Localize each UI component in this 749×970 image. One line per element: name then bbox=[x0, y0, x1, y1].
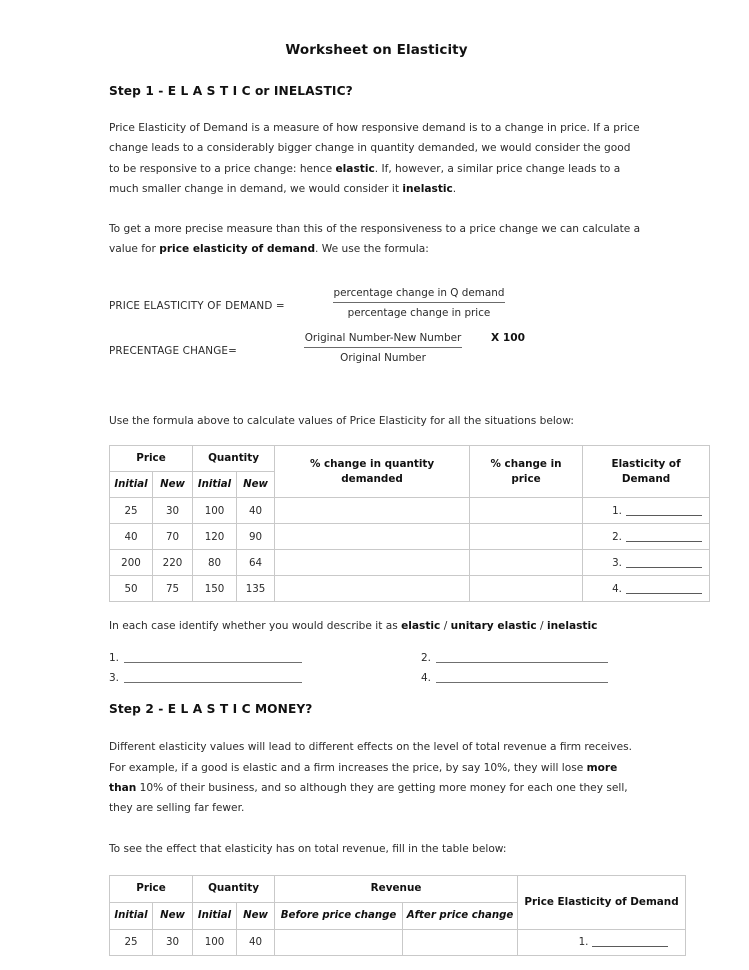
answer-number: 4. bbox=[612, 582, 622, 595]
cell-revenue-after-input[interactable] bbox=[403, 929, 518, 955]
header-quantity: Quantity bbox=[193, 875, 275, 902]
p1-bold-elastic: elastic bbox=[335, 162, 375, 175]
cell-quantity-initial: 100 bbox=[193, 498, 237, 524]
cell-price-initial: 40 bbox=[110, 524, 153, 550]
cell-pct-change-quantity-input[interactable] bbox=[275, 576, 470, 602]
cell-price-new: 75 bbox=[153, 576, 193, 602]
cell-quantity-new: 64 bbox=[237, 550, 275, 576]
revenue-table-header-group-row bbox=[110, 875, 686, 902]
answer-line-2-rule[interactable] bbox=[436, 662, 608, 663]
formula-pct-fraction bbox=[293, 331, 473, 367]
cell-price-initial: 50 bbox=[110, 576, 153, 602]
answer-line-1[interactable] bbox=[109, 652, 302, 664]
cell-pct-change-price-input[interactable] bbox=[470, 524, 583, 550]
header-pct-change-price: % change in price bbox=[470, 446, 583, 498]
formula-pct-denominator: Original Number bbox=[340, 351, 426, 364]
answer-number: 2. bbox=[612, 530, 622, 543]
answer-number: 1. bbox=[612, 504, 622, 517]
revenue-table bbox=[109, 875, 686, 956]
formula-pct-numerator: Original Number-New Number bbox=[304, 331, 463, 348]
subheader-revenue-after: After price change bbox=[403, 902, 518, 929]
identify-bold-elastic: elastic bbox=[401, 620, 441, 633]
cell-pct-change-price-input[interactable] bbox=[470, 498, 583, 524]
formula-ped-denominator: percentage change in price bbox=[347, 306, 491, 319]
elasticity-calculation-table bbox=[109, 445, 710, 602]
step-1-paragraph-2 bbox=[109, 219, 644, 260]
answer-number: 1. bbox=[578, 936, 589, 949]
answer-line-1-number: 1. bbox=[109, 652, 120, 665]
cell-pct-change-price-input[interactable] bbox=[470, 550, 583, 576]
page-title: Worksheet on Elasticity bbox=[285, 42, 468, 58]
answer-line-4-rule[interactable] bbox=[436, 682, 608, 683]
cell-quantity-new: 40 bbox=[237, 498, 275, 524]
cell-pct-change-quantity-input[interactable] bbox=[275, 550, 470, 576]
step-2-table-intro: To see the effect that elasticity has on total revenue, fill in the table below: bbox=[109, 842, 507, 855]
subheader-price-new: New bbox=[153, 902, 193, 929]
header-elasticity-of-demand: Elasticity of Demand bbox=[583, 446, 710, 498]
p1-bold-inelastic: inelastic bbox=[402, 182, 453, 195]
table-row bbox=[110, 524, 710, 550]
formula-ped-numerator: percentage change in Q demand bbox=[333, 286, 506, 303]
identify-bold-unitary-elastic: unitary elastic bbox=[450, 620, 537, 633]
answer-blank-line[interactable] bbox=[626, 515, 702, 516]
answer-line-2-number: 2. bbox=[421, 652, 432, 665]
subheader-quantity-initial: Initial bbox=[193, 472, 237, 498]
table-header-group-row bbox=[110, 446, 710, 472]
p1-part2: . If, however, a similar price change leads to a much smaller change in demand, we would consider it bbox=[109, 162, 621, 195]
cell-price-elasticity-answer[interactable] bbox=[518, 929, 686, 955]
header-price-elasticity-of-demand: Price Elasticity of Demand bbox=[518, 875, 686, 929]
identify-part1: In each case identify whether you would describe it as bbox=[109, 620, 402, 633]
cell-revenue-before-input[interactable] bbox=[275, 929, 403, 955]
formula-pct-label: PRECENTAGE CHANGE= bbox=[109, 344, 238, 357]
answer-line-1-rule[interactable] bbox=[124, 662, 302, 663]
s2p1-part1: Different elasticity values will lead to different effects on the level of total revenue a firm receives. For example, if a good is elastic and a firm increases the price, by say 10%, they will lose bbox=[109, 741, 632, 774]
cell-elasticity-answer[interactable] bbox=[583, 524, 710, 550]
cell-pct-change-quantity-input[interactable] bbox=[275, 524, 470, 550]
p1-part3: . bbox=[452, 182, 457, 195]
s2p1-part2: 10% of their business, and so although they are getting more money for each one they sell, they are selling far fewer. bbox=[109, 781, 628, 815]
p2-bold-ped: price elasticity of demand bbox=[159, 243, 316, 256]
cell-price-new: 30 bbox=[153, 929, 193, 955]
cell-pct-change-quantity-input[interactable] bbox=[275, 498, 470, 524]
subheader-quantity-initial: Initial bbox=[193, 902, 237, 929]
identify-bold-inelastic: inelastic bbox=[546, 620, 598, 633]
identify-sep2: / bbox=[536, 620, 547, 633]
answer-blank-line[interactable] bbox=[626, 567, 702, 568]
answer-blank-line[interactable] bbox=[626, 541, 702, 542]
p2-part2: . We use the formula: bbox=[315, 243, 429, 256]
step-1-table-intro: Use the formula above to calculate values of Price Elasticity for all the situations below: bbox=[109, 414, 574, 427]
header-quantity: Quantity bbox=[193, 446, 275, 472]
header-revenue: Revenue bbox=[275, 875, 518, 902]
subheader-price-initial: Initial bbox=[110, 472, 153, 498]
answer-blank-line[interactable] bbox=[626, 593, 702, 594]
cell-quantity-initial: 80 bbox=[193, 550, 237, 576]
answer-lines-block bbox=[109, 652, 644, 702]
answer-number: 3. bbox=[612, 556, 622, 569]
identify-sep1: / bbox=[440, 620, 451, 633]
formula-ped-fraction bbox=[314, 286, 524, 322]
cell-price-new: 30 bbox=[153, 498, 193, 524]
step-1-heading: Step 1 - E L A S T I C or INELASTIC? bbox=[109, 84, 353, 98]
cell-quantity-initial: 120 bbox=[193, 524, 237, 550]
cell-quantity-initial: 100 bbox=[193, 929, 237, 955]
step-2-paragraph-1 bbox=[109, 737, 644, 818]
cell-quantity-new: 90 bbox=[237, 524, 275, 550]
step-2-heading: Step 2 - E L A S T I C MONEY? bbox=[109, 702, 313, 717]
formula-block bbox=[109, 286, 644, 367]
cell-price-initial: 25 bbox=[110, 498, 153, 524]
formula-ped-label: PRICE ELASTICITY OF DEMAND = bbox=[109, 299, 285, 312]
table-row bbox=[110, 550, 710, 576]
subheader-quantity-new: New bbox=[237, 472, 275, 498]
cell-price-new: 220 bbox=[153, 550, 193, 576]
subheader-revenue-before: Before price change bbox=[275, 902, 403, 929]
formula-ped-row bbox=[109, 286, 644, 322]
p2-part1: To get a more precise measure than this of the responsiveness to a price change we can calculate a value for bbox=[109, 223, 641, 256]
cell-pct-change-price-input[interactable] bbox=[470, 576, 583, 602]
table-row bbox=[110, 576, 710, 602]
cell-elasticity-answer[interactable] bbox=[583, 550, 710, 576]
answer-line-4[interactable] bbox=[421, 672, 608, 684]
table-row bbox=[110, 498, 710, 524]
answer-line-3[interactable] bbox=[109, 672, 302, 684]
answer-blank-line[interactable] bbox=[592, 946, 668, 947]
subheader-price-initial: Initial bbox=[110, 902, 153, 929]
answer-line-4-number: 4. bbox=[421, 672, 432, 685]
subheader-price-new: New bbox=[153, 472, 193, 498]
s2p1-bold-more-than: more than bbox=[109, 761, 618, 794]
subheader-quantity-new: New bbox=[237, 902, 275, 929]
cell-elasticity-answer[interactable] bbox=[583, 576, 710, 602]
cell-quantity-new: 135 bbox=[237, 576, 275, 602]
cell-price-new: 70 bbox=[153, 524, 193, 550]
p1-part1: Price Elasticity of Demand is a measure of how responsive demand is to a change in price. If a price change leads to a considerably bigger change in quantity demanded, we would consider the good to be responsive to a price change: hence bbox=[109, 122, 640, 175]
table-row bbox=[110, 929, 686, 955]
formula-pct-multiplier: X 100 bbox=[491, 331, 525, 344]
answer-line-3-rule[interactable] bbox=[124, 682, 302, 683]
header-price: Price bbox=[110, 875, 193, 902]
identify-prompt bbox=[109, 616, 644, 636]
formula-pct-row bbox=[109, 331, 644, 367]
answer-line-3-number: 3. bbox=[109, 672, 120, 685]
cell-price-initial: 200 bbox=[110, 550, 153, 576]
cell-elasticity-answer[interactable] bbox=[583, 498, 710, 524]
cell-quantity-new: 40 bbox=[237, 929, 275, 955]
header-price: Price bbox=[110, 446, 193, 472]
step-1-paragraph-1 bbox=[109, 118, 644, 199]
cell-price-initial: 25 bbox=[110, 929, 153, 955]
answer-line-2[interactable] bbox=[421, 652, 608, 664]
header-pct-change-quantity: % change in quantity demanded bbox=[275, 446, 470, 498]
cell-quantity-initial: 150 bbox=[193, 576, 237, 602]
